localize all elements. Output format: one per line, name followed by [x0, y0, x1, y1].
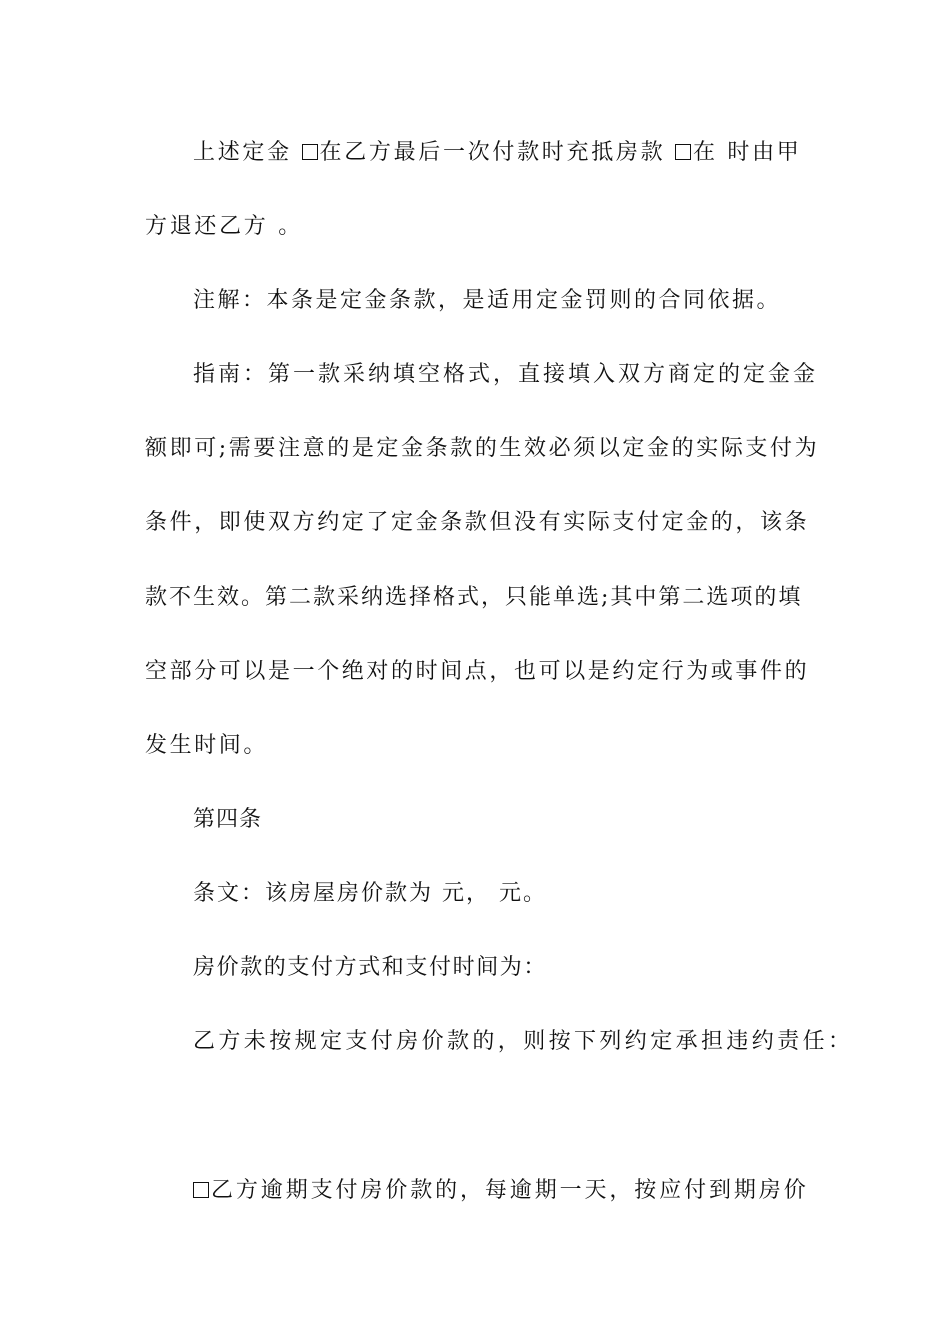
line-text: 注解：本条是定金条款，是适用定金罚则的合同依据。 [193, 288, 782, 313]
checkbox-icon [302, 144, 318, 160]
option-text: 乙方逾期支付房价款的，每逾期一天，按应付到期房价 [211, 1178, 809, 1203]
line-text: 额即可;需要注意的是定金条款的生效必须以定金的实际支付为 [145, 436, 820, 461]
line-text: 款不生效。第二款采纳选择格式，只能单选;其中第二选项的填 [145, 585, 803, 610]
paragraph-line [0, 874, 950, 914]
paragraph-line [0, 281, 950, 321]
paragraph-line [0, 578, 950, 618]
line-text: 条文：该房屋房价款为 元， 元。 [193, 881, 547, 906]
paragraph-line [0, 133, 950, 173]
checkbox-icon [675, 144, 691, 160]
paragraph-line [0, 948, 950, 988]
paragraph-line [0, 503, 950, 543]
paragraph-line [0, 1022, 950, 1062]
line-text: 条件，即使双方约定了定金条款但没有实际支付定金的，该条 [145, 510, 810, 535]
line-text: 指南：第一款采纳填空格式，直接填入双方商定的定金金 [193, 362, 819, 387]
line-text: 发生时间。 [145, 733, 269, 758]
line-prefix: 上述定金 [193, 140, 302, 165]
paragraph-line [0, 207, 950, 247]
paragraph-line [0, 726, 950, 766]
line-text: 空部分可以是一个绝对的时间点，也可以是约定行为或事件的 [145, 659, 810, 684]
paragraph-line [0, 355, 950, 395]
option-text: 在乙方最后一次付款时充抵房款 [319, 140, 675, 165]
paragraph-line [0, 429, 950, 469]
paragraph-line [0, 652, 950, 692]
line-text: 第四条 [193, 807, 263, 832]
line-text: 方退还乙方 。 [145, 214, 303, 239]
line-text [193, 133, 802, 173]
line-text: 房价款的支付方式和支付时间为： [193, 955, 548, 980]
paragraph-line [0, 1171, 950, 1211]
line-text [193, 1171, 809, 1211]
checkbox-icon [193, 1182, 209, 1198]
option-text: 在 时由甲 [693, 140, 802, 165]
section-heading [0, 800, 950, 840]
line-text: 乙方未按规定支付房价款的，则按下列约定承担违约责任： [193, 1029, 854, 1054]
